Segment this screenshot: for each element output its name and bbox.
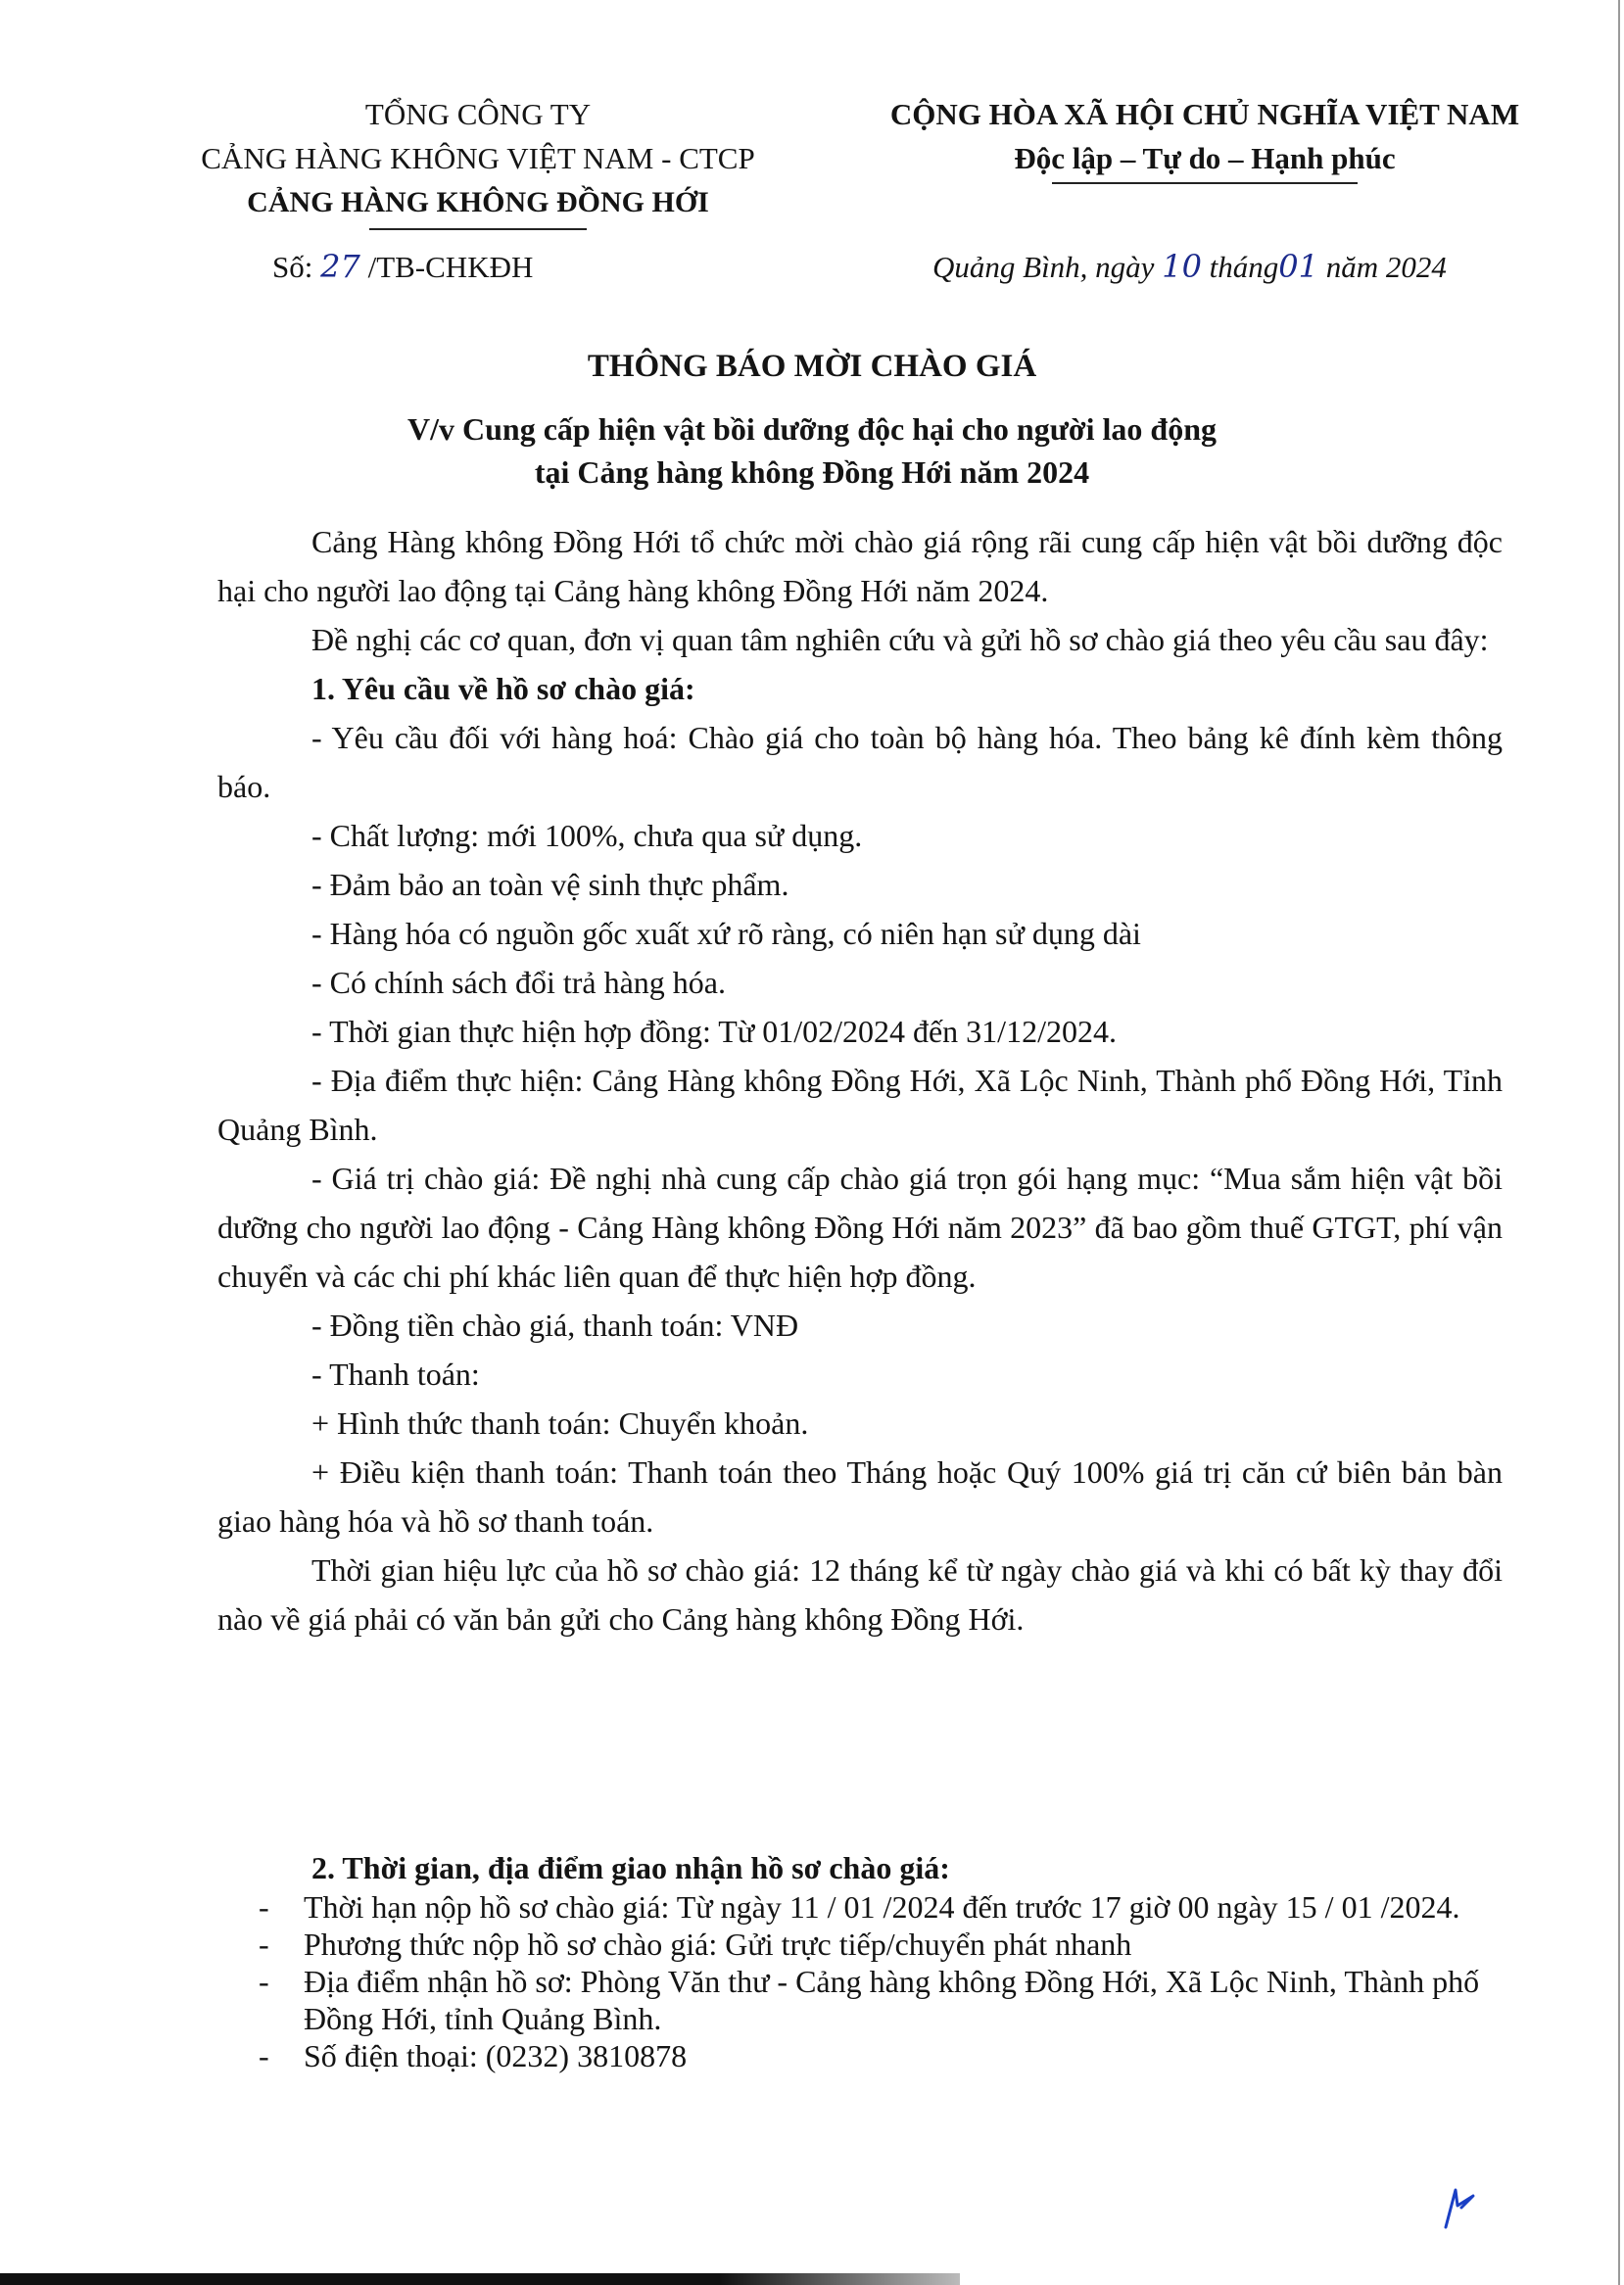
submission-item xyxy=(217,1926,1503,1963)
issuer-header xyxy=(165,92,791,230)
bullet-dash: - xyxy=(259,1927,269,1962)
section1-heading: 1. Yêu cầu về hồ sơ chào giá: xyxy=(311,671,695,706)
bullet-dash: - xyxy=(259,1964,269,1999)
bullet-dash: - xyxy=(259,1889,269,1925)
requirement-item: + Hình thức thanh toán: Chuyển khoản. xyxy=(311,1405,809,1441)
date-line xyxy=(932,248,1447,285)
doc-number-suffix: /TB-CHKĐH xyxy=(359,250,534,284)
requirement-item: - Địa điểm thực hiện: Cảng Hàng không Đồng Hới, Xã Lộc Ninh, Thành phố Đồng Hới, Tỉnh Quảng Bình. xyxy=(217,1063,1503,1147)
national-title: CỘNG HÒA XÃ HỘI CHỦ NGHĨA VIỆT NAM xyxy=(889,97,1520,131)
submission-method: Phương thức nộp hồ sơ chào giá: Gửi trực tiếp/chuyển phát nhanh xyxy=(304,1927,1132,1962)
date-month-handwritten: 01 xyxy=(1278,248,1319,285)
section2-heading: 2. Thời gian, địa điểm giao nhận hồ sơ chào giá: xyxy=(311,1850,950,1885)
requirement-item: - Chất lượng: mới 100%, chưa qua sử dụng. xyxy=(311,818,863,853)
submission-item xyxy=(217,2037,1503,2074)
document-subject xyxy=(0,407,1624,494)
date-day-handwritten: 10 xyxy=(1162,248,1202,285)
issuer-name: CẢNG HÀNG KHÔNG ĐỒNG HỚI xyxy=(247,186,709,218)
issuer-underline xyxy=(369,228,587,230)
submission-item xyxy=(217,1888,1503,1926)
submission-deadline: Thời hạn nộp hồ sơ chào giá: Từ ngày 11 / 01 /2024 đến trước 17 giờ 00 ngày 15 / 01 /2024. xyxy=(304,1889,1460,1925)
page-edge-border xyxy=(1618,0,1620,2285)
requirement-item: - Yêu cầu đối với hàng hoá: Chào giá cho toàn bộ hàng hóa. Theo bảng kê đính kèm thông báo. xyxy=(217,720,1503,804)
scan-shadow-bar xyxy=(0,2273,960,2285)
date-month-label: tháng xyxy=(1201,250,1279,284)
bullet-dash: - xyxy=(259,2038,269,2073)
requirement-item: - Thanh toán: xyxy=(311,1357,480,1392)
motto-underline xyxy=(1052,182,1358,184)
requirement-item: - Đồng tiền chào giá, thanh toán: VNĐ xyxy=(311,1308,799,1343)
date-place: Quảng Bình, ngày xyxy=(932,250,1163,284)
requirement-item: - Thời gian thực hiện hợp đồng: Từ 01/02/2024 đến 31/12/2024. xyxy=(311,1014,1117,1049)
requirement-item: + Điều kiện thanh toán: Thanh toán theo Tháng hoặc Quý 100% giá trị căn cứ biên bản bàn giao hàng hóa và hồ sơ thanh toán. xyxy=(217,1454,1503,1539)
document-number xyxy=(272,248,533,285)
request-paragraph: Đề nghị các cơ quan, đơn vị quan tâm nghiên cứu và gửi hồ sơ chào giá theo yêu cầu sau đây: xyxy=(311,622,1489,657)
submission-address: Địa điểm nhận hồ sơ: Phòng Văn thư - Cảng hàng không Đồng Hới, Xã Lộc Ninh, Thành phố Đồng Hới, tỉnh Quảng Bình. xyxy=(304,1964,1480,2036)
requirement-item: - Hàng hóa có nguồn gốc xuất xứ rõ ràng, có niên hạn sử dụng dài xyxy=(311,916,1141,951)
subject-line2: tại Cảng hàng không Đồng Hới năm 2024 xyxy=(534,454,1090,490)
document-title: THÔNG BÁO MỜI CHÀO GIÁ xyxy=(587,349,1037,384)
contact-phone: Số điện thoại: (0232) 3810878 xyxy=(304,2038,688,2073)
section2 xyxy=(217,1849,1503,2074)
requirement-item: - Giá trị chào giá: Đề nghị nhà cung cấp chào giá trọn gói hạng mục: “Mua sắm hiện vật bồi dưỡng cho người lao động - Cảng Hàng không Đồng Hới năm 2023” đã bao gồm thuế GTGT, phí vận chuyển và các chi phí khác liên quan để thực hiện hợp đồng. xyxy=(217,1161,1503,1294)
national-header xyxy=(842,92,1567,184)
date-year: năm 2024 xyxy=(1318,250,1447,284)
issuer-parent-line1: TỔNG CÔNG TY xyxy=(364,97,592,131)
handwritten-initial-icon xyxy=(1440,2182,1479,2231)
requirement-item: - Đảm bảo an toàn vệ sinh thực phẩm. xyxy=(311,867,789,902)
document-body xyxy=(217,517,1503,1643)
doc-number-prefix: Số: xyxy=(272,250,321,284)
issuer-parent-line2: CẢNG HÀNG KHÔNG VIỆT NAM - CTCP xyxy=(201,141,755,175)
requirement-item: - Có chính sách đổi trả hàng hóa. xyxy=(311,965,726,1000)
national-motto: Độc lập – Tự do – Hạnh phúc xyxy=(1014,141,1396,175)
intro-paragraph: Cảng Hàng không Đồng Hới tổ chức mời chào giá rộng rãi cung cấp hiện vật bồi dưỡng độc hại cho người lao động tại Cảng hàng không Đồng Hới năm 2024. xyxy=(217,524,1503,608)
validity-paragraph: Thời gian hiệu lực của hồ sơ chào giá: 12 tháng kể từ ngày chào giá và khi có bất kỳ thay đổi nào về giá phải có văn bản gửi cho Cảng hàng không Đồng Hới. xyxy=(217,1552,1503,1637)
subject-line1: V/v Cung cấp hiện vật bồi dưỡng độc hại cho người lao động xyxy=(406,411,1218,447)
submission-item xyxy=(217,1963,1503,2037)
doc-number-handwritten: 27 xyxy=(320,248,360,285)
